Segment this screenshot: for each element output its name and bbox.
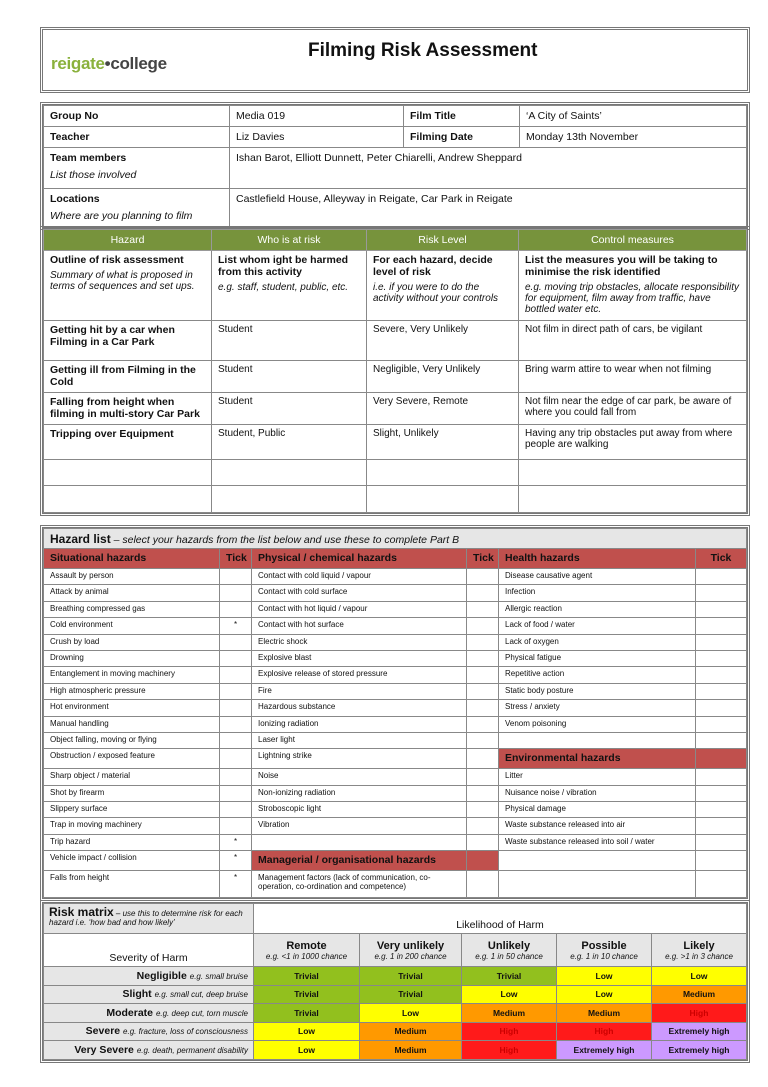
hazard-item: Attack by animal — [44, 585, 220, 601]
tick-box[interactable] — [467, 634, 499, 650]
tick-box[interactable] — [220, 667, 252, 683]
hazard-item: Allergic reaction — [499, 601, 696, 617]
tick-box[interactable] — [696, 834, 747, 850]
risk-level-cell: Medium — [557, 1004, 652, 1023]
severity-header — [44, 967, 254, 986]
control-measures-cell — [519, 460, 747, 486]
column-header: Hazard — [44, 230, 212, 251]
filming-date-label: Filming Date — [404, 127, 520, 148]
risk-row — [44, 321, 747, 361]
tick-header: Tick — [696, 549, 747, 569]
tick-box[interactable] — [220, 700, 252, 716]
tick-box[interactable] — [467, 818, 499, 834]
tick-box[interactable]: * — [220, 851, 252, 871]
hazard-row — [44, 818, 747, 834]
tick-box[interactable] — [696, 700, 747, 716]
likelihood-example: e.g. 1 in 50 chance — [475, 951, 543, 961]
likelihood-column-header — [462, 934, 557, 967]
tick-box[interactable] — [220, 634, 252, 650]
guidance-title: List whom ight be harmed from this activity — [218, 254, 349, 278]
risk-level-cell: Low — [254, 1041, 360, 1060]
hazard-item: Manual handling — [44, 716, 220, 732]
risk-level-cell: Low — [462, 985, 557, 1004]
hazard-item: Laser light — [252, 732, 467, 748]
hazard-item: Management factors (lack of communication, co-operation, co-ordination and competence) — [252, 871, 467, 898]
tick-header: Tick — [220, 549, 252, 569]
risk-row — [44, 361, 747, 393]
severity-name: Severe — [85, 1025, 121, 1038]
hazard-item — [499, 871, 696, 898]
hazard-item — [499, 851, 696, 871]
hazard-item: Explosive release of stored pressure — [252, 667, 467, 683]
severity-row — [44, 967, 747, 986]
who-at-risk-cell: Student, Public — [212, 425, 367, 460]
risk-row — [44, 393, 747, 425]
hazard-cell: Getting ill from Filming in the Cold — [44, 361, 212, 393]
risk-level-cell: Trivial — [360, 985, 462, 1004]
category-header: Situational hazards — [44, 549, 220, 569]
teacher-value: Liz Davies — [230, 127, 404, 148]
severity-example: e.g. small cut, deep bruise — [154, 990, 248, 1000]
risk-level-cell: Trivial — [254, 985, 360, 1004]
tick-box[interactable] — [696, 785, 747, 801]
locations-value: Castlefield House, Alleyway in Reigate, Car Park in Reigate — [230, 189, 747, 227]
hazard-item: Waste substance released into soil / water — [499, 834, 696, 850]
risk-level-cell: Trivial — [462, 967, 557, 986]
hazard-row — [44, 834, 747, 850]
film-title-value: ‘A City of Saints’ — [520, 106, 747, 127]
severity-header — [44, 1022, 254, 1041]
hazard-item: Hazardous substance — [252, 700, 467, 716]
tick-box[interactable] — [696, 802, 747, 818]
tick-box[interactable] — [220, 818, 252, 834]
risk-level-cell: High — [557, 1022, 652, 1041]
risk-level-cell: Severe, Very Unlikely — [367, 321, 519, 361]
risk-level-cell: Very Severe, Remote — [367, 393, 519, 425]
group-no-label: Group No — [44, 106, 230, 127]
risk-row — [44, 460, 747, 486]
guidance-title: Outline of risk assessment — [50, 254, 184, 266]
tick-box[interactable] — [467, 834, 499, 850]
severity-row — [44, 1041, 747, 1060]
likelihood-name: Likely — [683, 939, 715, 952]
control-measures-cell: Not film near the edge of car park, be aware of where you could fall from — [519, 393, 747, 425]
who-at-risk-cell: Student — [212, 321, 367, 361]
risk-level-cell: High — [462, 1022, 557, 1041]
who-at-risk-cell: Student — [212, 361, 367, 393]
hazard-item: Litter — [499, 769, 696, 785]
risk-assessment-table — [40, 226, 750, 516]
likelihood-column-header — [254, 934, 360, 967]
likelihood-name: Unlikely — [487, 939, 531, 952]
hazard-cell — [44, 486, 212, 513]
tick-box[interactable] — [696, 732, 747, 748]
risk-level-cell: Extremely high — [557, 1041, 652, 1060]
likelihood-name: Very unlikely — [376, 939, 445, 952]
severity-example: e.g. fracture, loss of consciousness — [123, 1027, 248, 1037]
hazard-row — [44, 601, 747, 617]
locations-label: Locations Where are you planning to film — [44, 189, 230, 227]
hazard-row — [44, 871, 747, 898]
tick-box[interactable] — [467, 650, 499, 666]
hazard-row — [44, 569, 747, 585]
hazard-row — [44, 618, 747, 634]
guidance-cell — [212, 251, 367, 321]
hazard-item: Contact with hot surface — [252, 618, 467, 634]
tick-box[interactable] — [467, 769, 499, 785]
severity-example: e.g. small bruise — [189, 971, 248, 981]
tick-header: Tick — [467, 549, 499, 569]
tick-box[interactable] — [467, 601, 499, 617]
tick-box[interactable] — [696, 716, 747, 732]
hazard-row — [44, 634, 747, 650]
hazard-item: Obstruction / exposed feature — [44, 749, 220, 769]
likelihood-name: Possible — [581, 939, 627, 952]
hazard-item: Disease causative agent — [499, 569, 696, 585]
guidance-title: For each hazard, decide level of risk — [373, 254, 493, 278]
tick-box[interactable] — [220, 683, 252, 699]
hazard-item: Stroboscopic light — [252, 802, 467, 818]
hazard-cell: Falling from height when filming in multi-story Car Park — [44, 393, 212, 425]
hazard-item: Lack of food / water — [499, 618, 696, 634]
hazard-item: Contact with cold surface — [252, 585, 467, 601]
category-header: Managerial / organisational hazards — [252, 851, 467, 871]
severity-name: Very Severe — [74, 1043, 134, 1056]
tick-box[interactable] — [467, 716, 499, 732]
hazard-item: Noise — [252, 769, 467, 785]
risk-level-cell: Low — [557, 985, 652, 1004]
tick-box[interactable] — [696, 667, 747, 683]
severity-name: Moderate — [106, 1006, 154, 1019]
control-measures-cell — [519, 486, 747, 513]
hazard-row — [44, 785, 747, 801]
page-title: Filming Risk Assessment — [308, 40, 538, 61]
tick-box[interactable] — [696, 871, 747, 898]
tick-box[interactable] — [220, 785, 252, 801]
tick-box[interactable] — [696, 569, 747, 585]
tick-box[interactable] — [696, 601, 747, 617]
hazard-item: Cold environment — [44, 618, 220, 634]
hazard-cell: Getting hit by a car when Filming in a Car Park — [44, 321, 212, 361]
risk-level-cell — [367, 460, 519, 486]
column-header: Control measures — [519, 230, 747, 251]
hazard-row — [44, 851, 747, 871]
severity-example: e.g. death, permanent disability — [136, 1045, 248, 1055]
risk-matrix — [40, 900, 750, 1063]
hazard-row — [44, 769, 747, 785]
risk-level-cell: Low — [557, 967, 652, 986]
project-info-table — [40, 102, 750, 230]
who-at-risk-cell — [212, 460, 367, 486]
hazard-row — [44, 749, 747, 769]
tick-box[interactable]: * — [220, 618, 252, 634]
hazard-row — [44, 667, 747, 683]
tick-box[interactable] — [467, 802, 499, 818]
guidance-cell — [519, 251, 747, 321]
risk-level-cell — [367, 486, 519, 513]
hazard-row — [44, 650, 747, 666]
hazard-row — [44, 802, 747, 818]
tick-box[interactable] — [467, 871, 499, 898]
hazard-item: Trap in moving machinery — [44, 818, 220, 834]
teacher-label: Teacher — [44, 127, 230, 148]
tick-box[interactable] — [467, 785, 499, 801]
group-no-value: Media 019 — [230, 106, 404, 127]
likelihood-example: e.g. 1 in 10 chance — [570, 951, 638, 961]
hazard-item: Breathing compressed gas — [44, 601, 220, 617]
tick-box[interactable] — [696, 650, 747, 666]
guidance-hint: i.e. if you were to do the activity without your controls — [373, 282, 499, 304]
filming-date-value: Monday 13th November — [520, 127, 747, 148]
likelihood-column-header — [557, 934, 652, 967]
guidance-hint: Summary of what is proposed in terms of sequences and set ups. — [50, 270, 195, 292]
guidance-hint: e.g. staff, student, public, etc. — [218, 282, 349, 293]
tick-box[interactable] — [220, 650, 252, 666]
likelihood-column-header — [652, 934, 747, 967]
tick-box[interactable] — [696, 634, 747, 650]
tick-box[interactable] — [696, 769, 747, 785]
hazard-item: Electric shock — [252, 634, 467, 650]
tick-box[interactable] — [220, 732, 252, 748]
risk-level-cell: Negligible, Very Unlikely — [367, 361, 519, 393]
risk-level-cell: Slight, Unlikely — [367, 425, 519, 460]
hazard-item: Trip hazard — [44, 834, 220, 850]
severity-row — [44, 1022, 747, 1041]
hazard-item: Infection — [499, 585, 696, 601]
hazard-item: High atmospheric pressure — [44, 683, 220, 699]
college-logo: reigate•college — [51, 54, 167, 73]
hazard-item: Physical damage — [499, 802, 696, 818]
hazard-item: Ionizing radiation — [252, 716, 467, 732]
hazard-item: Nuisance noise / vibration — [499, 785, 696, 801]
document-header — [40, 27, 750, 93]
tick-box[interactable] — [220, 769, 252, 785]
tick-box[interactable] — [696, 749, 747, 769]
severity-row — [44, 1004, 747, 1023]
team-members-value: Ishan Barot, Elliott Dunnett, Peter Chiarelli, Andrew Sheppard — [230, 148, 747, 189]
risk-level-cell: Trivial — [254, 967, 360, 986]
hazard-item: Contact with hot liquid / vapour — [252, 601, 467, 617]
risk-level-cell: High — [462, 1041, 557, 1060]
severity-example: e.g. deep cut, torn muscle — [155, 1008, 248, 1018]
hazard-item: Shot by firearm — [44, 785, 220, 801]
hazard-item: Vehicle impact / collision — [44, 851, 220, 871]
severity-name: Negligible — [136, 969, 187, 982]
severity-label: Severity of Harm — [44, 934, 254, 967]
likelihood-example: e.g. <1 in 1000 chance — [265, 951, 348, 961]
tick-box[interactable] — [467, 700, 499, 716]
hazard-item: Fire — [252, 683, 467, 699]
likelihood-example: e.g. 1 in 200 chance — [374, 951, 447, 961]
film-title-label: Film Title — [404, 106, 520, 127]
hazard-cell: Tripping over Equipment — [44, 425, 212, 460]
risk-level-cell: Medium — [360, 1041, 462, 1060]
hazard-item: Lack of oxygen — [499, 634, 696, 650]
hazard-item: Vibration — [252, 818, 467, 834]
hazard-row — [44, 683, 747, 699]
tick-box[interactable] — [220, 749, 252, 769]
who-at-risk-cell — [212, 486, 367, 513]
hazard-item: Contact with cold liquid / vapour — [252, 569, 467, 585]
risk-level-cell: Extremely high — [652, 1022, 747, 1041]
likelihood-column-header — [360, 934, 462, 967]
category-header: Physical / chemical hazards — [252, 549, 467, 569]
guidance-title: List the measures you will be taking to minimise the risk identified — [525, 254, 718, 278]
category-header: Health hazards — [499, 549, 696, 569]
tick-box[interactable] — [467, 667, 499, 683]
hazard-item: Physical fatigue — [499, 650, 696, 666]
hazard-item: Assault by person — [44, 569, 220, 585]
tick-box[interactable] — [467, 569, 499, 585]
hazard-item: Hot environment — [44, 700, 220, 716]
tick-box[interactable] — [467, 585, 499, 601]
hazard-item: Explosive blast — [252, 650, 467, 666]
control-measures-cell: Not film in direct path of cars, be vigilant — [519, 321, 747, 361]
tick-box[interactable] — [696, 618, 747, 634]
tick-box[interactable] — [467, 618, 499, 634]
control-measures-cell: Having any trip obstacles put away from where people are walking — [519, 425, 747, 460]
hazard-item: Waste substance released into air — [499, 818, 696, 834]
tick-box[interactable] — [220, 802, 252, 818]
hazard-item: Stress / anxiety — [499, 700, 696, 716]
hazard-item: Object falling, moving or flying — [44, 732, 220, 748]
hazard-item: Slippery surface — [44, 802, 220, 818]
hazard-cell — [44, 460, 212, 486]
tick-box[interactable] — [696, 683, 747, 699]
guidance-cell — [367, 251, 519, 321]
risk-row — [44, 486, 747, 513]
hazard-row — [44, 716, 747, 732]
category-header: Environmental hazards — [499, 749, 696, 769]
tick-box[interactable] — [220, 716, 252, 732]
likelihood-label: Likelihood of Harm — [254, 904, 747, 934]
tick-box[interactable] — [696, 818, 747, 834]
tick-box[interactable] — [467, 851, 499, 871]
hazard-item: Entanglement in moving machinery — [44, 667, 220, 683]
risk-level-cell: Medium — [360, 1022, 462, 1041]
risk-level-cell: Low — [652, 967, 747, 986]
column-header: Risk Level — [367, 230, 519, 251]
tick-box[interactable] — [696, 851, 747, 871]
tick-box[interactable] — [696, 585, 747, 601]
who-at-risk-cell: Student — [212, 393, 367, 425]
risk-row — [44, 425, 747, 460]
hazard-item: Crush by load — [44, 634, 220, 650]
hazard-item: Drowning — [44, 650, 220, 666]
hazard-item: Falls from height — [44, 871, 220, 898]
tick-box[interactable] — [220, 601, 252, 617]
guidance-row — [44, 251, 747, 321]
risk-level-cell: Trivial — [254, 1004, 360, 1023]
guidance-cell — [44, 251, 212, 321]
guidance-hint: e.g. moving trip obstacles, allocate responsibility for equipment, film away from traffic, have bottled water etc. — [525, 282, 739, 315]
risk-level-cell: High — [652, 1004, 747, 1023]
hazard-item: Venom poisoning — [499, 716, 696, 732]
hazard-item — [252, 834, 467, 850]
tick-box[interactable] — [220, 569, 252, 585]
hazard-item: Lightning strike — [252, 749, 467, 769]
tick-box[interactable]: * — [220, 871, 252, 898]
severity-header — [44, 985, 254, 1004]
likelihood-example: e.g. >1 in 3 chance — [665, 951, 733, 961]
severity-row — [44, 985, 747, 1004]
tick-box[interactable] — [467, 749, 499, 769]
tick-box[interactable] — [220, 585, 252, 601]
severity-name: Slight — [122, 988, 152, 1001]
column-header: Who is at risk — [212, 230, 367, 251]
risk-level-cell: Medium — [462, 1004, 557, 1023]
hazard-item: Sharp object / material — [44, 769, 220, 785]
risk-matrix-title: Risk matrix – use this to determine risk for each hazard i.e. ‘how bad and how likely’ — [44, 904, 254, 934]
severity-header — [44, 1004, 254, 1023]
hazard-row — [44, 732, 747, 748]
hazard-item: Non-ionizing radiation — [252, 785, 467, 801]
risk-level-cell: Extremely high — [652, 1041, 747, 1060]
hazard-item: Static body posture — [499, 683, 696, 699]
risk-level-cell: Low — [254, 1022, 360, 1041]
tick-box[interactable]: * — [220, 834, 252, 850]
risk-level-cell: Medium — [652, 985, 747, 1004]
risk-level-cell: Low — [360, 1004, 462, 1023]
tick-box[interactable] — [467, 732, 499, 748]
team-members-label: Team members List those involved — [44, 148, 230, 189]
tick-box[interactable] — [467, 683, 499, 699]
hazard-list-title: Hazard list – select your hazards from the list below and use these to complete Part B — [44, 529, 747, 549]
control-measures-cell: Bring warm attire to wear when not filming — [519, 361, 747, 393]
likelihood-name: Remote — [286, 939, 327, 952]
severity-header — [44, 1041, 254, 1060]
hazard-row — [44, 700, 747, 716]
hazard-row — [44, 585, 747, 601]
hazard-list — [40, 525, 750, 901]
hazard-item — [499, 732, 696, 748]
risk-level-cell: Trivial — [360, 967, 462, 986]
hazard-item: Repetitive action — [499, 667, 696, 683]
